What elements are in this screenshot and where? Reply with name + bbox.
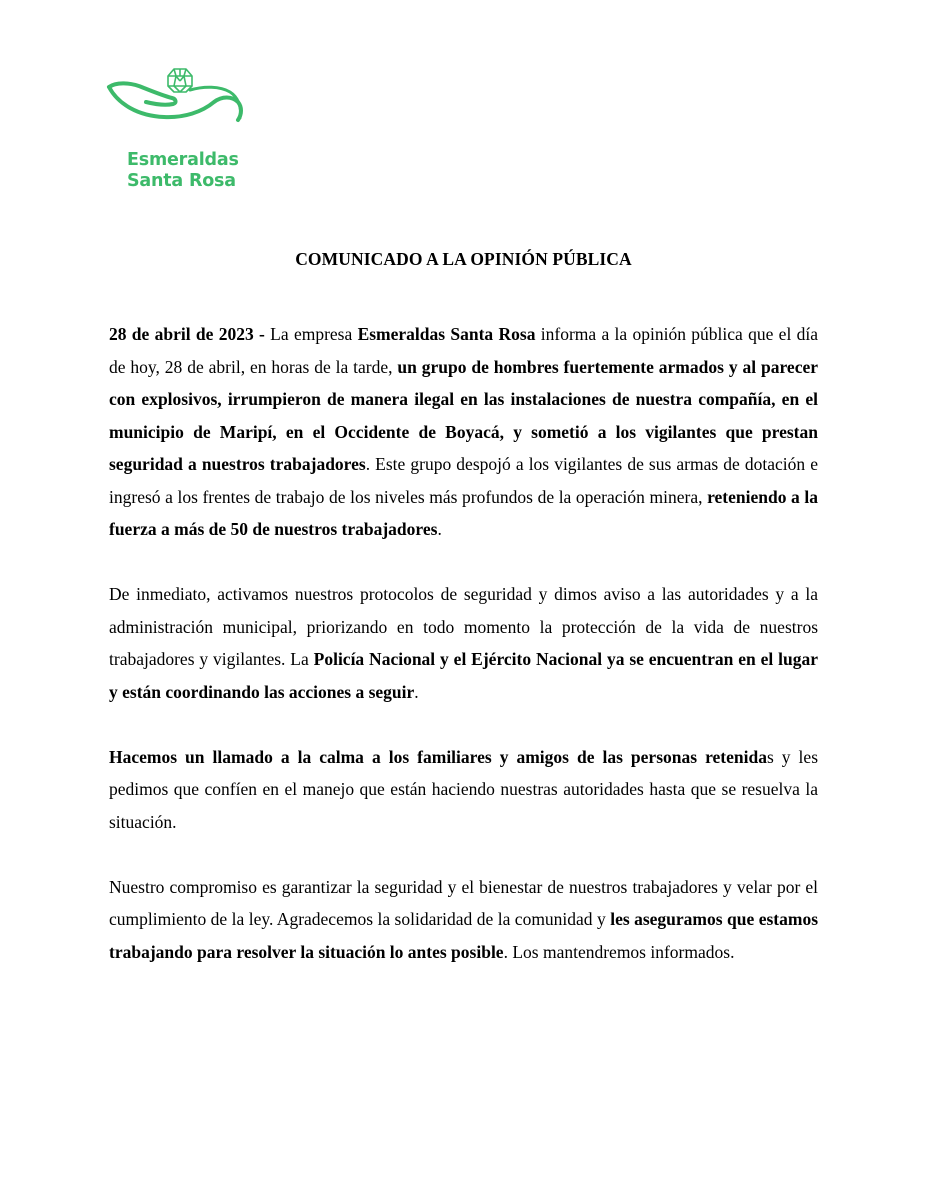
- document-body: [109, 318, 818, 968]
- company-name: Esmeraldas Santa Rosa: [357, 324, 536, 344]
- logo-line-2: Santa Rosa: [127, 171, 236, 191]
- bold-span: Policía Nacional y el Ejército Nacional ya se encuentran en el lugar y están coordinando las acciones a seguir: [109, 649, 818, 702]
- logo-line-1: Esmeraldas: [127, 150, 239, 170]
- text-span: . Los mantendremos informados.: [503, 941, 735, 962]
- text-span: s y les pedimos que confíen en el manejo que están haciendo nuestras autoridades hasta que se resuelva la situación.: [109, 746, 819, 832]
- company-logo: [104, 62, 254, 192]
- text-span: Nuestro compromiso es garantizar la seguridad y el bienestar de nuestros trabajadores y velar por el cumplimiento de la ley. Agradecemos la solidaridad de la comunidad y: [109, 876, 818, 929]
- text-span: La empresa: [264, 324, 358, 344]
- paragraph-2: [109, 578, 818, 708]
- bold-span: les aseguramos que estamos trabajando para resolver la situación lo antes posible: [109, 909, 818, 962]
- text-span: .: [437, 519, 442, 539]
- bold-span: reteniendo a la fuerza a más de 50 de nuestros trabajadores: [109, 486, 818, 539]
- date-lead: 28 de abril de 2023 -: [109, 324, 265, 344]
- text-span: De inmediato, activamos nuestros protocolos de seguridad y dimos aviso a las autoridades y a la administración municipal, priorizando en todo momento la protección de la vida de nuestros trabajadores y vigilantes. La: [109, 584, 818, 669]
- hand-holding-emerald-icon: [104, 62, 254, 152]
- logo-wordmark: [127, 150, 239, 192]
- text-span: . Este grupo despojó a los vigilantes de sus armas de dotación e ingresó a los frentes de trabajo de los niveles más profundos de la operación minera,: [109, 454, 818, 507]
- bold-span: un grupo de hombres fuertemente armados y al parecer con explosivos, irrumpieron de manera ilegal en las instalaciones de nuestra compañía, en el municipio de Maripí, en el Occidente de Boyacá, y sometió a los vigilantes que prestan seguridad a nuestros trabajadores: [109, 356, 819, 474]
- bold-span: Hacemos un llamado a la calma a los familiares y amigos de las personas retenida: [109, 746, 767, 767]
- text-span: informa a la opinión pública que el día de hoy, 28 de abril, en horas de la tarde,: [109, 324, 818, 377]
- paragraph-4: [109, 871, 818, 969]
- paragraph-3: [109, 741, 818, 839]
- document-title: COMUNICADO A LA OPINIÓN PÚBLICA: [295, 249, 632, 269]
- text-span: .: [414, 681, 419, 702]
- paragraph-1: [109, 318, 818, 546]
